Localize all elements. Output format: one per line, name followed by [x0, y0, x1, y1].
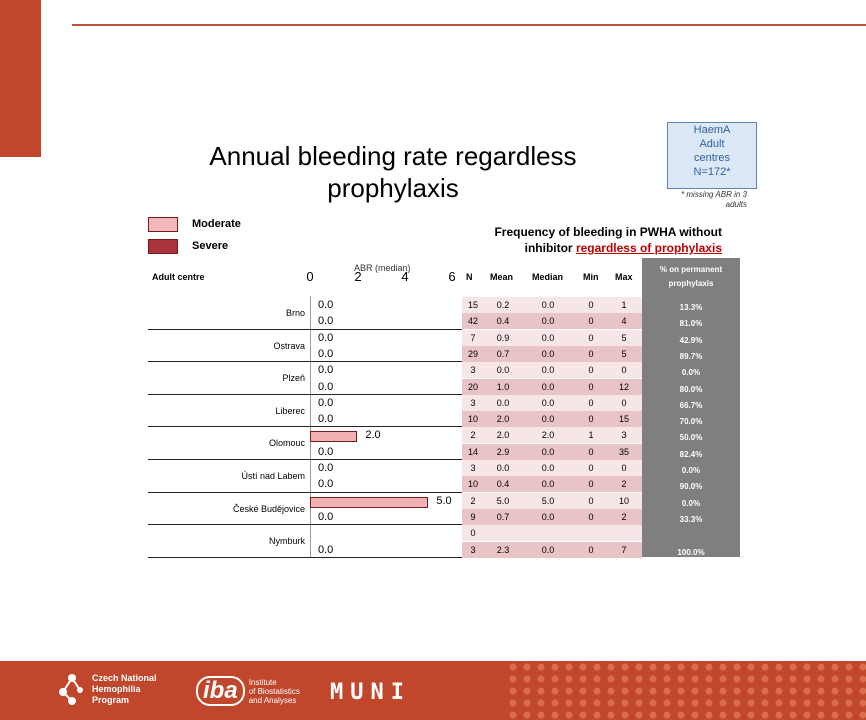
centre-name: Olomouc	[268, 438, 305, 449]
cell-median: 0.0	[541, 414, 555, 425]
cell-min: 0	[588, 414, 594, 425]
cell-mean: 0.0	[496, 365, 510, 376]
table-title-highlight: regardless of prophylaxis	[575, 241, 722, 255]
bar-value-label: 0.0	[318, 347, 334, 360]
bar-value-label: 0.0	[318, 543, 334, 556]
bar-moderate	[310, 497, 428, 508]
cell-pct: 0.0%	[681, 498, 701, 508]
centre-name: Liberec	[275, 405, 305, 416]
cell-n: 9	[470, 511, 476, 522]
cell-max: 2	[621, 511, 627, 522]
table-row	[462, 525, 642, 541]
legend-moderate	[148, 216, 241, 232]
header-pct-prophylaxis: % on permanent prophylaxis	[642, 258, 740, 296]
cell-n: 0	[470, 528, 476, 539]
header-median: Median	[532, 272, 564, 282]
bar-value-label: 0.0	[318, 380, 334, 393]
bar-value-label: 0.0	[318, 478, 334, 491]
iba-line: of Biostatistics	[248, 686, 300, 696]
cell-min: 0	[588, 300, 594, 310]
cell-n: 3	[470, 397, 476, 408]
cell-max: 1	[621, 300, 627, 310]
chnp-line: Hemophilia	[92, 683, 141, 694]
cohort-line: N=172*	[693, 166, 731, 178]
x-tick-label: 6	[448, 269, 456, 284]
cell-max: 10	[618, 495, 629, 506]
cell-pct: 0.0%	[681, 368, 701, 378]
group-separator	[148, 557, 462, 558]
cell-median: 0.0	[541, 397, 555, 408]
cell-n: 14	[467, 446, 478, 457]
cell-n: 10	[467, 414, 478, 425]
bar-value-label: 0.0	[318, 413, 334, 426]
cell-max: 0	[621, 463, 627, 473]
cell-pct: 90.0%	[679, 482, 703, 492]
header-min: Min	[583, 272, 599, 282]
cell-median: 0.0	[541, 544, 555, 555]
bar-value-label: 0.0	[318, 315, 334, 328]
cell-pct: 81.0%	[679, 319, 703, 329]
table-title-line1: Frequency of bleeding in PWHA without	[494, 225, 722, 239]
legend-label: Moderate	[192, 218, 241, 230]
legend-swatch-severe	[148, 239, 178, 254]
table-title	[440, 224, 722, 256]
bar-value-label: 0.0	[318, 396, 334, 409]
bar-value-label: 2.0	[365, 429, 381, 442]
cell-max: 7	[621, 544, 627, 555]
legend-swatch-moderate	[148, 217, 178, 232]
header-n: N	[466, 272, 473, 282]
missing-note: * missing ABR in 3 adults	[681, 190, 747, 209]
cell-min: 0	[588, 544, 594, 555]
cell-max: 12	[618, 381, 629, 392]
bar-moderate	[310, 431, 357, 442]
table-title-line2	[440, 240, 722, 256]
molecule-icon	[58, 672, 86, 706]
cell-min: 1	[588, 430, 594, 441]
footer-map-pattern	[506, 661, 866, 720]
centre-name: České Budějovice	[232, 503, 305, 514]
cell-max: 3	[621, 430, 627, 441]
muni-logo: MUNI	[330, 680, 411, 705]
cell-median: 0.0	[541, 300, 555, 310]
cell-min: 0	[588, 365, 594, 376]
chnp-line: Program	[92, 694, 130, 705]
cell-n: 10	[467, 479, 478, 490]
cell-n: 2	[470, 430, 476, 441]
cohort-line: centres	[693, 152, 731, 164]
bar-value-label: 0.0	[318, 510, 334, 523]
iba-logo	[196, 676, 300, 706]
cell-n: 3	[470, 463, 476, 473]
cell-median: 0.0	[541, 479, 555, 490]
cell-n: 42	[467, 316, 478, 327]
cell-min: 0	[588, 495, 594, 506]
cell-pct: 13.3%	[679, 303, 703, 312]
cell-median: 0.0	[541, 446, 555, 457]
table-title-prefix: inhibitor	[524, 241, 576, 255]
x-tick-label: 4	[401, 269, 409, 284]
cell-n: 20	[467, 381, 478, 392]
cell-pct: 66.7%	[679, 400, 703, 410]
cell-n: 3	[470, 544, 476, 555]
cell-max: 5	[621, 332, 627, 343]
cell-mean: 2.0	[496, 414, 510, 425]
cell-n: 15	[467, 300, 478, 310]
cell-pct: 100.0%	[677, 547, 705, 557]
centre-name: Plzeň	[282, 373, 305, 384]
bar-value-label: 0.0	[318, 364, 334, 377]
cell-median: 0.0	[541, 332, 555, 343]
cell-mean: 0.4	[496, 479, 510, 490]
cell-min: 0	[588, 511, 594, 522]
x-tick-label: 0	[306, 269, 314, 284]
cell-pct: 82.4%	[679, 449, 703, 459]
group-separator	[148, 492, 462, 493]
centre-name: Ostrava	[273, 340, 305, 351]
cell-min: 0	[588, 381, 594, 392]
x-axis-title: ABR (median)	[354, 263, 411, 273]
cell-mean: 0.9	[496, 332, 510, 343]
cell-pct: 70.0%	[679, 417, 703, 427]
cell-pct: 80.0%	[679, 384, 703, 394]
cell-mean: 2.0	[496, 430, 510, 441]
group-separator	[148, 361, 462, 362]
cell-mean: 0.2	[496, 300, 510, 310]
cell-min: 0	[588, 316, 594, 327]
group-separator	[148, 524, 462, 525]
cell-pct: 0.0%	[681, 466, 701, 475]
group-separator	[148, 394, 462, 395]
cell-n: 2	[470, 495, 476, 506]
chnp-logo	[58, 672, 157, 706]
bar-value-label: 0.0	[318, 462, 334, 474]
bar-value-label: 0.0	[318, 445, 334, 458]
cell-mean: 0.4	[496, 316, 510, 327]
cell-median: 0.0	[541, 348, 555, 359]
cell-mean: 2.9	[496, 446, 510, 457]
centre-column-header: Adult centre	[152, 272, 205, 282]
cell-min: 0	[588, 397, 594, 408]
bar-value-label: 5.0	[436, 494, 452, 507]
cell-n: 7	[470, 332, 476, 343]
iba-line: Institute	[248, 677, 277, 687]
chnp-line: Czech National	[92, 672, 157, 683]
legend-severe	[148, 238, 228, 254]
group-separator	[148, 426, 462, 427]
cell-min: 0	[588, 332, 594, 343]
cell-max: 15	[618, 414, 629, 425]
cell-mean: 5.0	[496, 495, 510, 506]
centre-name: Ústí nad Labem	[241, 471, 305, 481]
cell-max: 0	[621, 397, 627, 408]
cell-pct: 89.7%	[679, 351, 703, 361]
iba-line: and Analyses	[248, 695, 297, 705]
header-mean: Mean	[490, 272, 514, 282]
bar-value-label: 0.0	[318, 331, 334, 344]
cell-min: 0	[588, 479, 594, 490]
cohort-line: Adult	[699, 138, 725, 150]
legend-label: Severe	[192, 240, 229, 252]
cell-min: 0	[588, 446, 594, 457]
cohort-line: HaemA	[693, 124, 731, 136]
cell-mean: 1.0	[496, 381, 510, 392]
cell-mean: 0.7	[496, 511, 510, 522]
cell-min: 0	[588, 463, 594, 473]
page-title: Annual bleeding rate regardless prophylaxis	[209, 141, 577, 203]
cell-median: 0.0	[541, 381, 555, 392]
cell-median: 0.0	[541, 511, 555, 522]
cell-pct: 33.3%	[679, 514, 703, 524]
header-max: Max	[615, 272, 633, 282]
cell-median: 0.0	[541, 365, 555, 376]
cell-pct: 50.0%	[679, 433, 703, 443]
cell-median: 0.0	[541, 316, 555, 327]
centre-name: Nymburk	[268, 536, 305, 547]
bar-value-label: 0.0	[318, 299, 334, 311]
cell-median: 0.0	[541, 463, 555, 473]
cell-min: 0	[588, 348, 594, 359]
cell-max: 35	[618, 446, 629, 457]
cell-mean: 0.7	[496, 348, 510, 359]
cell-pct: 42.9%	[679, 335, 703, 345]
header-rule	[72, 24, 866, 26]
cell-median: 2.0	[541, 430, 555, 441]
cell-max: 4	[621, 316, 627, 327]
cell-n: 3	[470, 365, 476, 376]
group-separator	[148, 329, 462, 330]
cell-mean: 0.0	[496, 397, 510, 408]
cell-max: 5	[621, 348, 627, 359]
cell-median: 5.0	[541, 495, 555, 506]
cohort-box	[667, 122, 757, 189]
group-separator	[148, 459, 462, 460]
cell-mean: 2.3	[496, 544, 510, 555]
centre-name: Brno	[285, 308, 305, 318]
cell-max: 0	[621, 365, 627, 376]
x-tick-label: 2	[354, 269, 362, 284]
cell-mean: 0.0	[496, 463, 510, 473]
cell-n: 29	[467, 348, 478, 359]
iba-mark: iba	[196, 676, 245, 706]
cell-max: 2	[621, 479, 627, 490]
accent-bar	[0, 0, 41, 157]
